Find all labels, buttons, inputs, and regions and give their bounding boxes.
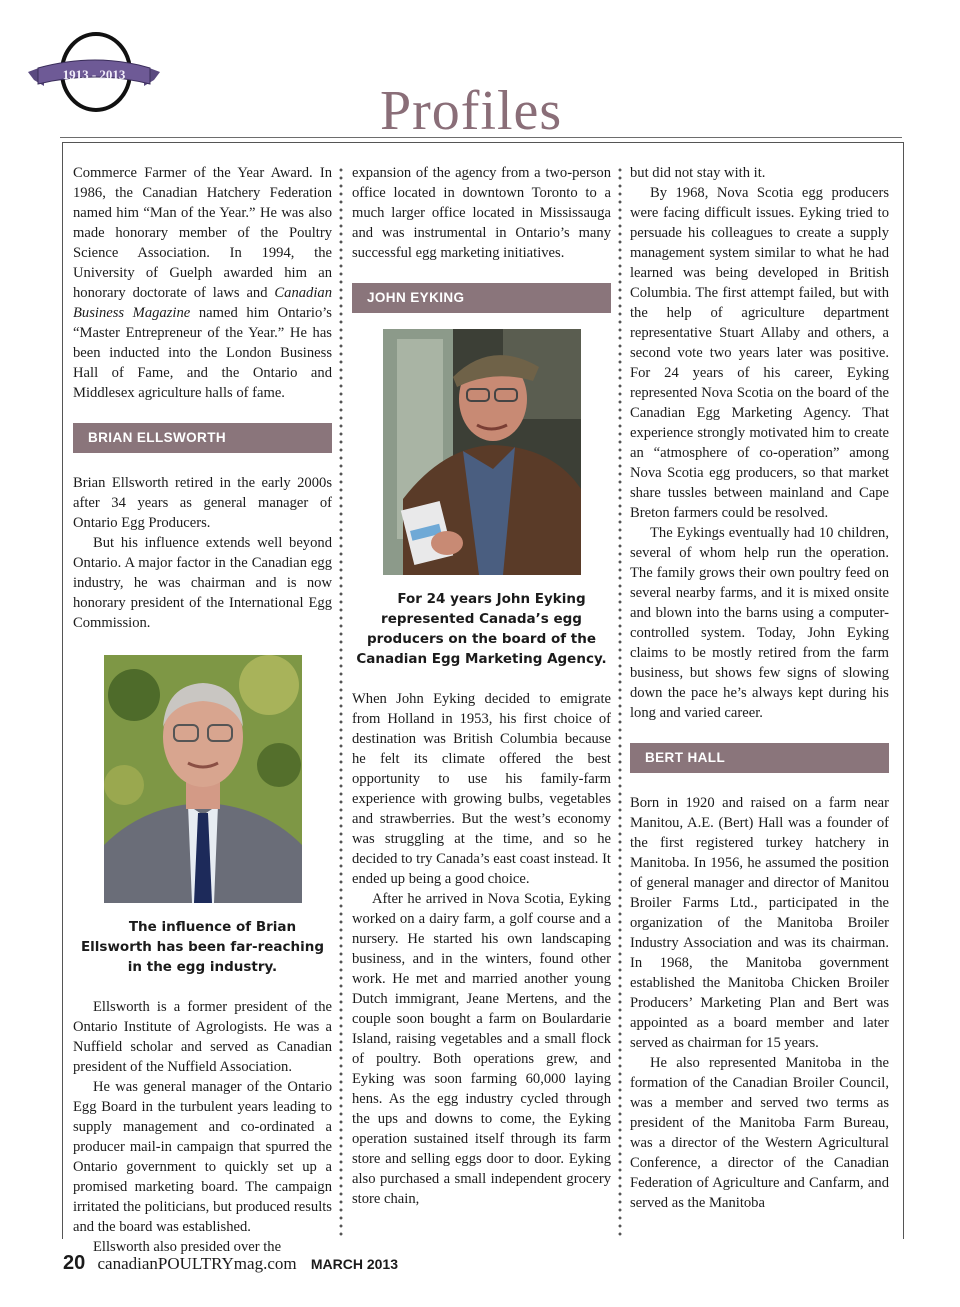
paragraph: but did not stay with it. bbox=[630, 165, 766, 181]
paragraph: expansion of the agency from a two-person office located in downtown Toronto to a much larger office located in Mississauga and was instrumental in Ontario’s many successful egg marketing initiatives. bbox=[352, 165, 611, 261]
paragraph: He was general manager of the Ontario Egg Board in the turbulent years leading to supply management and co-ordinated a producer mail-in campaign that spurred the Ontario government to quickly set up a promised marketing board. The campaign irritated the politicians, but produced results and the board was established. bbox=[73, 1079, 332, 1235]
column-divider-2 bbox=[618, 166, 622, 1238]
brian-ellsworth-photo bbox=[104, 655, 302, 903]
paragraph: He also represented Manitoba in the formation of the Canadian Broiler Council, was a member and served two terms as president of the Manitoba Farm Bureau, was a director of the Western Agricultural Conference, a director of the Canadian Federation of Agriculture and Canfarm, and served as the Manitoba bbox=[630, 1055, 889, 1211]
photo-caption: For 24 years John Eyking represented Canada’s egg producers on the board of the Canadian Egg Marketing Agency. bbox=[356, 591, 607, 667]
page-number: 20 bbox=[63, 1252, 86, 1274]
paragraph: Brian Ellsworth retired in the early 2000s after 34 years as general manager of Ontario Egg Producers. bbox=[73, 475, 332, 531]
paragraph: After he arrived in Nova Scotia, Eyking worked on a dairy farm, a golf course and a nursery. He started his own landscaping business, and in the winters, found other work. He met and married another young Dutch immigrant, Jeane Mertens, and the couple soon bought a farm on Boulardarie Island, raising vegetables and a small flock of poultry. Both operations grew, and Eyking was soon farming 60,000 laying hens. As the egg industry cycled through the ups and downs to come, the Eyking operation sustained itself through its farm store and selling eggs door to door. Eyking also purchased a small independent grocery store chain, bbox=[352, 891, 611, 1207]
column-divider-1 bbox=[339, 166, 343, 1238]
john-eyking-photo bbox=[383, 329, 581, 575]
column-1 bbox=[73, 163, 332, 1257]
paragraph: By 1968, Nova Scotia egg producers were facing difficult issues. Eyking tried to persuade his colleagues to create a supply management system similar to what he had learned was being developed in British Columbia. The first attempt failed, but with the help of agriculture department representative Stuart Allaby and others, a second vote two years later was positive. For 24 years of his career, Eyking represented Nova Scotia on the board of the Canadian Egg Marketing Agency. That experience strongly motivated him to create an “atmosphere of co-operation” among Nova Scotia egg producers, so that market share tussles between mainland and Cape Breton farmers could be resolved. bbox=[630, 185, 889, 521]
paragraph: When John Eyking decided to emigrate from Holland in 1953, his first choice of destination was British Columbia because he felt its climate offered the best opportunity to use his family-farm experience with growing bulbs, vegetables and strawberries. But the west’s economy was struggling at the time, and so he decided to try Canada’s east coast instead. It ended up being a good choice. bbox=[352, 691, 611, 887]
paragraph: Commerce Farmer of the Year Award. In 1986, the Canadian Hatchery Federation named him “Man of the Year.” He was also made honorary member of the Poultry Science Association. In 1994, the University of Guelph awarded him an honorary doctorate of laws and Canadian Business Magazine named him Ontario’s “Master Entrepreneur of the Year.” He has been inducted into the London Business Hall of Fame, and the Ontario and Middlesex agriculture halls of fame. bbox=[73, 165, 332, 401]
column-3 bbox=[630, 163, 889, 1213]
paragraph: Ellsworth also presided over the bbox=[93, 1239, 282, 1255]
paragraph: But his influence extends well beyond Ontario. A major factor in the Canadian egg industry, he was chairman and is now honorary president of the International Egg Commission. bbox=[73, 535, 332, 631]
issue-date: MARCH 2013 bbox=[310, 1256, 398, 1272]
page-title: Profiles bbox=[380, 80, 563, 142]
paragraph: The Eykings eventually had 10 children, several of whom help run the operation. The family grows their own poultry feed on several nearby farms, and it is mixed onsite and blown into the barns using a computer-controlled system. Today, John Eyking claims to be mostly retired from the farm business, but shows few signs of slowing down the pace he’s always kept during his long and varied career. bbox=[630, 525, 889, 721]
centennial-logo bbox=[24, 24, 164, 112]
logo-years: 1913 - 2013 bbox=[62, 67, 126, 82]
title-rule bbox=[60, 137, 902, 138]
section-heading-bert-hall: BERT HALL bbox=[630, 743, 889, 773]
paragraph: Born in 1920 and raised on a farm near Manitou, A.E. (Bert) Hall was a founder of the first registered turkey hatchery in Manitoba. In 1956, he assumed the position of general manager and director of Manitou Broiler Farms Ltd., participated in the organization of the Manitoba Broiler Industry Association and was its chairman. In 1968, the Manitoba government established the Manitoba Chicken Broiler Producers’ Marketing Plan and Bert was appointed as a board member and later served as chairman for 15 years. bbox=[630, 795, 889, 1051]
website-link[interactable]: canadianPOULTRYmag.com bbox=[97, 1254, 297, 1273]
section-heading-brian-ellsworth: BRIAN ELLSWORTH bbox=[73, 423, 332, 453]
section-heading-john-eyking: JOHN EYKING bbox=[352, 283, 611, 313]
paragraph: Ellsworth is a former president of the Ontario Institute of Agrologists. He was a Nuffield scholar and served as Canadian president of the Nuffield Association. bbox=[73, 999, 332, 1075]
column-2 bbox=[352, 163, 611, 1209]
photo-caption: The influence of Brian Ellsworth has been far-reaching in the egg industry. bbox=[80, 919, 325, 975]
page-footer bbox=[63, 1252, 398, 1275]
